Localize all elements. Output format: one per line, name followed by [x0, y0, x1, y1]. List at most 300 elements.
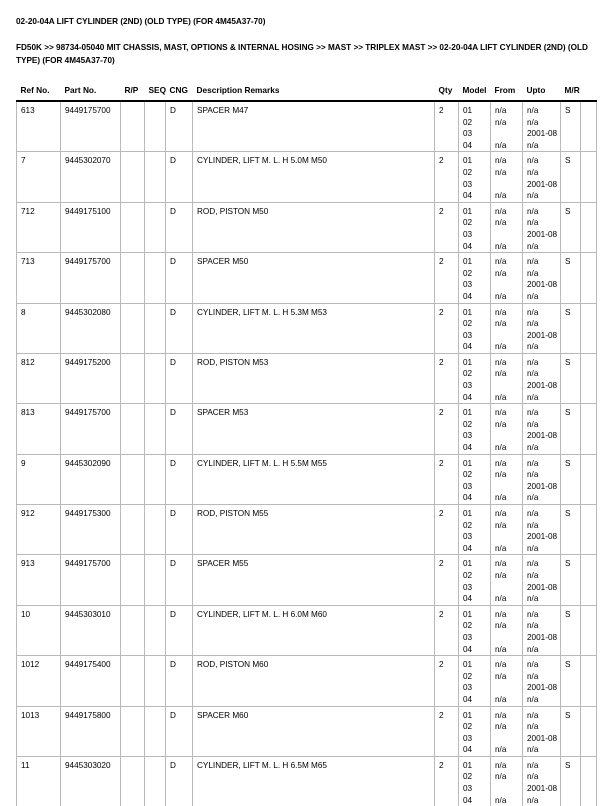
- cell-seq: [145, 101, 166, 152]
- cell-from: [491, 353, 523, 403]
- cell-end: [581, 303, 597, 353]
- cell-cng: D: [166, 706, 193, 756]
- cell-upto-line: n/a: [527, 257, 539, 267]
- cell-description: CYLINDER, LIFT M. L. H 6.5M M65: [193, 756, 435, 806]
- cell-from-line: n/a: [495, 206, 507, 216]
- cell-from: [491, 555, 523, 605]
- cell-ref-no: 713: [17, 253, 61, 303]
- table-row[interactable]: [17, 756, 597, 806]
- cell-upto-line: 2001-08: [527, 129, 558, 139]
- cell-rp: [121, 555, 145, 605]
- cell-upto-line: n/a: [527, 543, 539, 553]
- page-title: 02-20-04A LIFT CYLINDER (2ND) (OLD TYPE) (FOR 4M45A37-70): [16, 17, 266, 26]
- cell-model-line: 04: [463, 543, 473, 553]
- cell-model-line: 02: [463, 268, 473, 278]
- cell-upto-line: n/a: [527, 419, 539, 429]
- cell-from-line: n/a: [495, 319, 507, 329]
- cell-seq: [145, 756, 166, 806]
- cell-from-line: n/a: [495, 419, 507, 429]
- cell-from-line: n/a: [495, 392, 507, 402]
- cell-end: [581, 152, 597, 202]
- cell-rp: [121, 202, 145, 252]
- cell-cng: D: [166, 353, 193, 403]
- cell-mr: S: [561, 756, 581, 806]
- cell-ref-no: 1013: [17, 706, 61, 756]
- cell-from-line: n/a: [495, 307, 507, 317]
- cell-seq: [145, 605, 166, 655]
- cell-model-line: 02: [463, 167, 473, 177]
- cell-qty: 2: [435, 353, 459, 403]
- cell-from-line: n/a: [495, 342, 507, 352]
- column-header-model: Model: [459, 85, 491, 101]
- cell-model: [459, 404, 491, 454]
- cell-from: [491, 505, 523, 555]
- cell-model-line: 03: [463, 683, 473, 693]
- cell-ref-no: 913: [17, 555, 61, 605]
- cell-from-line: n/a: [495, 369, 507, 379]
- cell-from-line: n/a: [495, 609, 507, 619]
- column-header-description: Description Remarks: [193, 85, 435, 101]
- cell-qty: 2: [435, 505, 459, 555]
- cell-model: [459, 756, 491, 806]
- cell-description: SPACER M47: [193, 101, 435, 152]
- column-header-ref-no: Ref No.: [17, 85, 61, 101]
- cell-upto: [523, 505, 561, 555]
- cell-upto: [523, 555, 561, 605]
- cell-model-line: 04: [463, 191, 473, 201]
- parts-table-body: [17, 101, 597, 806]
- cell-upto-line: n/a: [527, 520, 539, 530]
- cell-upto-line: n/a: [527, 694, 539, 704]
- cell-mr: S: [561, 454, 581, 504]
- cell-part-no: 9449175800: [61, 706, 121, 756]
- cell-model: [459, 152, 491, 202]
- cell-end: [581, 756, 597, 806]
- cell-end: [581, 555, 597, 605]
- column-header-part-no: Part No.: [61, 85, 121, 101]
- cell-rp: [121, 706, 145, 756]
- cell-from: [491, 404, 523, 454]
- cell-model: [459, 101, 491, 152]
- cell-ref-no: 10: [17, 605, 61, 655]
- cell-model-line: 04: [463, 443, 473, 453]
- cell-upto-line: n/a: [527, 559, 539, 569]
- cell-upto-line: n/a: [527, 745, 539, 755]
- cell-model-line: 03: [463, 733, 473, 743]
- cell-qty: 2: [435, 555, 459, 605]
- cell-upto-line: 2001-08: [527, 632, 558, 642]
- cell-seq: [145, 152, 166, 202]
- cell-from: [491, 152, 523, 202]
- cell-model-line: 02: [463, 218, 473, 228]
- cell-upto-line: 2001-08: [527, 784, 558, 794]
- cell-model: [459, 605, 491, 655]
- cell-upto: [523, 101, 561, 152]
- cell-end: [581, 353, 597, 403]
- cell-upto-line: n/a: [527, 357, 539, 367]
- cell-model-line: 03: [463, 129, 473, 139]
- cell-rp: [121, 756, 145, 806]
- cell-part-no: 9449175700: [61, 101, 121, 152]
- cell-from-line: n/a: [495, 106, 507, 115]
- cell-part-no: 9445303010: [61, 605, 121, 655]
- table-row[interactable]: [17, 152, 597, 202]
- column-header-rp: R/P: [121, 85, 145, 101]
- cell-upto-line: n/a: [527, 268, 539, 278]
- cell-from-line: n/a: [495, 241, 507, 251]
- cell-from-line: n/a: [495, 594, 507, 604]
- cell-upto-line: n/a: [527, 594, 539, 604]
- cell-upto-line: 2001-08: [527, 532, 558, 542]
- cell-model-line: 03: [463, 179, 473, 189]
- cell-from-line: n/a: [495, 760, 507, 770]
- cell-upto-line: n/a: [527, 644, 539, 654]
- cell-model: [459, 303, 491, 353]
- cell-from-line: n/a: [495, 694, 507, 704]
- cell-model-line: 02: [463, 117, 473, 127]
- cell-ref-no: 712: [17, 202, 61, 252]
- cell-seq: [145, 353, 166, 403]
- cell-description: ROD, PISTON M50: [193, 202, 435, 252]
- cell-upto: [523, 202, 561, 252]
- cell-upto: [523, 706, 561, 756]
- cell-cng: D: [166, 202, 193, 252]
- table-row[interactable]: [17, 202, 597, 252]
- cell-ref-no: 8: [17, 303, 61, 353]
- cell-end: [581, 454, 597, 504]
- table-row[interactable]: [17, 353, 597, 403]
- cell-from-line: n/a: [495, 156, 507, 166]
- cell-description: CYLINDER, LIFT M. L. H 5.0M M50: [193, 152, 435, 202]
- cell-mr: S: [561, 353, 581, 403]
- cell-model-line: 04: [463, 745, 473, 755]
- cell-upto-line: 2001-08: [527, 733, 558, 743]
- cell-ref-no: 11: [17, 756, 61, 806]
- cell-from: [491, 756, 523, 806]
- cell-model-line: 04: [463, 241, 473, 251]
- column-header-from: From: [491, 85, 523, 101]
- cell-description: ROD, PISTON M60: [193, 656, 435, 706]
- cell-model-line: 03: [463, 431, 473, 441]
- cell-from-line: n/a: [495, 722, 507, 732]
- table-row[interactable]: [17, 303, 597, 353]
- cell-upto: [523, 656, 561, 706]
- cell-description: SPACER M50: [193, 253, 435, 303]
- cell-qty: 2: [435, 253, 459, 303]
- cell-cng: D: [166, 756, 193, 806]
- cell-cng: D: [166, 656, 193, 706]
- cell-seq: [145, 454, 166, 504]
- cell-from: [491, 253, 523, 303]
- cell-model-line: 01: [463, 760, 473, 770]
- cell-model-line: 04: [463, 140, 473, 150]
- cell-from-line: n/a: [495, 493, 507, 503]
- cell-model-line: 01: [463, 609, 473, 619]
- table-row[interactable]: [17, 505, 597, 555]
- cell-end: [581, 706, 597, 756]
- cell-description: SPACER M55: [193, 555, 435, 605]
- cell-upto-line: n/a: [527, 493, 539, 503]
- cell-from-line: n/a: [495, 671, 507, 681]
- column-header-mr: M/R: [561, 85, 581, 101]
- cell-ref-no: 912: [17, 505, 61, 555]
- cell-rp: [121, 101, 145, 152]
- cell-upto-line: 2001-08: [527, 381, 558, 391]
- cell-from: [491, 706, 523, 756]
- cell-upto: [523, 404, 561, 454]
- cell-cng: D: [166, 152, 193, 202]
- cell-model-line: 04: [463, 795, 473, 805]
- cell-model: [459, 454, 491, 504]
- cell-rp: [121, 505, 145, 555]
- cell-upto: [523, 756, 561, 806]
- table-row[interactable]: [17, 404, 597, 454]
- cell-ref-no: 9: [17, 454, 61, 504]
- cell-from-line: n/a: [495, 621, 507, 631]
- cell-part-no: 9449175200: [61, 353, 121, 403]
- cell-rp: [121, 656, 145, 706]
- cell-model-line: 01: [463, 357, 473, 367]
- cell-upto-line: n/a: [527, 408, 539, 418]
- cell-upto-line: 2001-08: [527, 280, 558, 290]
- cell-cng: D: [166, 253, 193, 303]
- cell-from-line: n/a: [495, 443, 507, 453]
- cell-description: CYLINDER, LIFT M. L. H 5.5M M55: [193, 454, 435, 504]
- cell-upto-line: n/a: [527, 609, 539, 619]
- cell-part-no: 9449175700: [61, 253, 121, 303]
- cell-end: [581, 253, 597, 303]
- table-row[interactable]: [17, 253, 597, 303]
- cell-cng: D: [166, 555, 193, 605]
- cell-model-line: 04: [463, 392, 473, 402]
- cell-model-line: 01: [463, 408, 473, 418]
- cell-mr: S: [561, 706, 581, 756]
- cell-description: SPACER M60: [193, 706, 435, 756]
- cell-model-line: 03: [463, 481, 473, 491]
- cell-from-line: n/a: [495, 509, 507, 518]
- cell-from-line: n/a: [495, 745, 507, 755]
- cell-from-line: n/a: [495, 140, 507, 150]
- cell-part-no: 9445302080: [61, 303, 121, 353]
- cell-upto-line: n/a: [527, 443, 539, 453]
- cell-model-line: 04: [463, 342, 473, 352]
- cell-cng: D: [166, 101, 193, 152]
- cell-mr: S: [561, 253, 581, 303]
- cell-model-line: 02: [463, 369, 473, 379]
- cell-ref-no: 613: [17, 101, 61, 152]
- column-header-upto: Upto: [523, 85, 561, 101]
- cell-model-line: 02: [463, 319, 473, 329]
- cell-seq: [145, 404, 166, 454]
- cell-description: CYLINDER, LIFT M. L. H 5.3M M53: [193, 303, 435, 353]
- cell-upto-line: 2001-08: [527, 431, 558, 441]
- cell-mr: S: [561, 303, 581, 353]
- cell-description: CYLINDER, LIFT M. L. H 6.0M M60: [193, 605, 435, 655]
- cell-upto-line: n/a: [527, 241, 539, 251]
- cell-end: [581, 202, 597, 252]
- cell-from-line: n/a: [495, 408, 507, 418]
- cell-upto-line: n/a: [527, 392, 539, 402]
- cell-part-no: 9449175700: [61, 555, 121, 605]
- cell-from-line: n/a: [495, 772, 507, 782]
- table-row[interactable]: [17, 555, 597, 605]
- cell-qty: 2: [435, 454, 459, 504]
- cell-ref-no: 7: [17, 152, 61, 202]
- cell-mr: S: [561, 656, 581, 706]
- cell-from-line: n/a: [495, 543, 507, 553]
- cell-part-no: 9449175300: [61, 505, 121, 555]
- cell-upto-line: n/a: [527, 156, 539, 166]
- cell-upto: [523, 152, 561, 202]
- cell-seq: [145, 303, 166, 353]
- parts-table-head: [17, 85, 597, 101]
- cell-qty: 2: [435, 152, 459, 202]
- parts-table: [16, 85, 597, 806]
- cell-from-line: n/a: [495, 117, 507, 127]
- cell-qty: 2: [435, 404, 459, 454]
- cell-upto-line: 2001-08: [527, 481, 558, 491]
- cell-upto-line: n/a: [527, 470, 539, 480]
- cell-ref-no: 1012: [17, 656, 61, 706]
- cell-mr: S: [561, 605, 581, 655]
- cell-model: [459, 505, 491, 555]
- cell-cng: D: [166, 505, 193, 555]
- cell-model-line: 04: [463, 291, 473, 301]
- cell-from-line: n/a: [495, 268, 507, 278]
- cell-part-no: 9449175100: [61, 202, 121, 252]
- parts-table-container: [16, 85, 596, 806]
- cell-seq: [145, 505, 166, 555]
- cell-description: SPACER M53: [193, 404, 435, 454]
- cell-upto-line: n/a: [527, 795, 539, 805]
- cell-qty: 2: [435, 756, 459, 806]
- cell-upto-line: n/a: [527, 140, 539, 150]
- cell-mr: S: [561, 505, 581, 555]
- cell-upto: [523, 253, 561, 303]
- cell-upto-line: n/a: [527, 660, 539, 670]
- cell-from: [491, 101, 523, 152]
- cell-from-line: n/a: [495, 470, 507, 480]
- cell-upto-line: n/a: [527, 206, 539, 216]
- cell-from: [491, 605, 523, 655]
- cell-upto-line: n/a: [527, 319, 539, 329]
- cell-end: [581, 101, 597, 152]
- cell-model-line: 01: [463, 559, 473, 569]
- cell-upto-line: n/a: [527, 722, 539, 732]
- table-row[interactable]: [17, 706, 597, 756]
- cell-model-line: 01: [463, 660, 473, 670]
- cell-cng: D: [166, 605, 193, 655]
- table-header-row: [17, 85, 597, 101]
- cell-part-no: 9445303020: [61, 756, 121, 806]
- column-header-cng: CNG: [166, 85, 193, 101]
- cell-model: [459, 253, 491, 303]
- cell-end: [581, 605, 597, 655]
- cell-model-line: 03: [463, 229, 473, 239]
- cell-model-line: 01: [463, 509, 473, 518]
- cell-upto: [523, 605, 561, 655]
- cell-mr: S: [561, 202, 581, 252]
- cell-from: [491, 202, 523, 252]
- cell-from-line: n/a: [495, 167, 507, 177]
- cell-qty: 2: [435, 101, 459, 152]
- cell-model: [459, 656, 491, 706]
- cell-model-line: 02: [463, 722, 473, 732]
- cell-rp: [121, 404, 145, 454]
- cell-from: [491, 454, 523, 504]
- cell-description: ROD, PISTON M55: [193, 505, 435, 555]
- cell-model-line: 01: [463, 257, 473, 267]
- cell-end: [581, 656, 597, 706]
- cell-from-line: n/a: [495, 218, 507, 228]
- cell-model-line: 02: [463, 470, 473, 480]
- cell-upto-line: n/a: [527, 167, 539, 177]
- cell-qty: 2: [435, 303, 459, 353]
- cell-upto-line: 2001-08: [527, 683, 558, 693]
- cell-upto-line: n/a: [527, 772, 539, 782]
- cell-model-line: 04: [463, 694, 473, 704]
- cell-upto-line: n/a: [527, 760, 539, 770]
- cell-rp: [121, 303, 145, 353]
- cell-upto-line: 2001-08: [527, 179, 558, 189]
- cell-seq: [145, 706, 166, 756]
- cell-model: [459, 555, 491, 605]
- cell-model-line: 01: [463, 710, 473, 720]
- cell-upto-line: 2001-08: [527, 582, 558, 592]
- cell-seq: [145, 656, 166, 706]
- cell-upto-line: n/a: [527, 710, 539, 720]
- cell-end: [581, 404, 597, 454]
- cell-upto: [523, 454, 561, 504]
- cell-from-line: n/a: [495, 357, 507, 367]
- cell-model-line: 03: [463, 582, 473, 592]
- cell-model-line: 01: [463, 156, 473, 166]
- table-row[interactable]: [17, 656, 597, 706]
- cell-model-line: 01: [463, 206, 473, 216]
- cell-seq: [145, 555, 166, 605]
- table-row[interactable]: [17, 605, 597, 655]
- cell-upto-line: n/a: [527, 218, 539, 228]
- cell-from: [491, 656, 523, 706]
- cell-cng: D: [166, 404, 193, 454]
- cell-from-line: n/a: [495, 291, 507, 301]
- cell-upto-line: n/a: [527, 117, 539, 127]
- cell-rp: [121, 152, 145, 202]
- cell-upto-line: n/a: [527, 307, 539, 317]
- cell-ref-no: 813: [17, 404, 61, 454]
- cell-model-line: 01: [463, 307, 473, 317]
- cell-from-line: n/a: [495, 520, 507, 530]
- cell-model: [459, 706, 491, 756]
- cell-rp: [121, 605, 145, 655]
- table-row[interactable]: [17, 101, 597, 152]
- cell-part-no: 9445302070: [61, 152, 121, 202]
- cell-model-line: 02: [463, 570, 473, 580]
- cell-from-line: n/a: [495, 644, 507, 654]
- cell-model: [459, 202, 491, 252]
- cell-part-no: 9449175400: [61, 656, 121, 706]
- cell-cng: D: [166, 454, 193, 504]
- cell-from-line: n/a: [495, 660, 507, 670]
- table-row[interactable]: [17, 454, 597, 504]
- cell-upto-line: n/a: [527, 458, 539, 468]
- cell-model-line: 03: [463, 330, 473, 340]
- cell-model-line: 02: [463, 520, 473, 530]
- cell-upto-line: n/a: [527, 621, 539, 631]
- cell-upto-line: n/a: [527, 342, 539, 352]
- cell-qty: 2: [435, 656, 459, 706]
- breadcrumb: FD50K >> 98734-05040 MIT CHASSIS, MAST, OPTIONS & INTERNAL HOSING >> MAST >> TRIPLEX MAST >> 02-20-04A LIFT CYLINDER (2ND) (OLD TYPE) (FOR 4M45A37-70): [16, 43, 588, 65]
